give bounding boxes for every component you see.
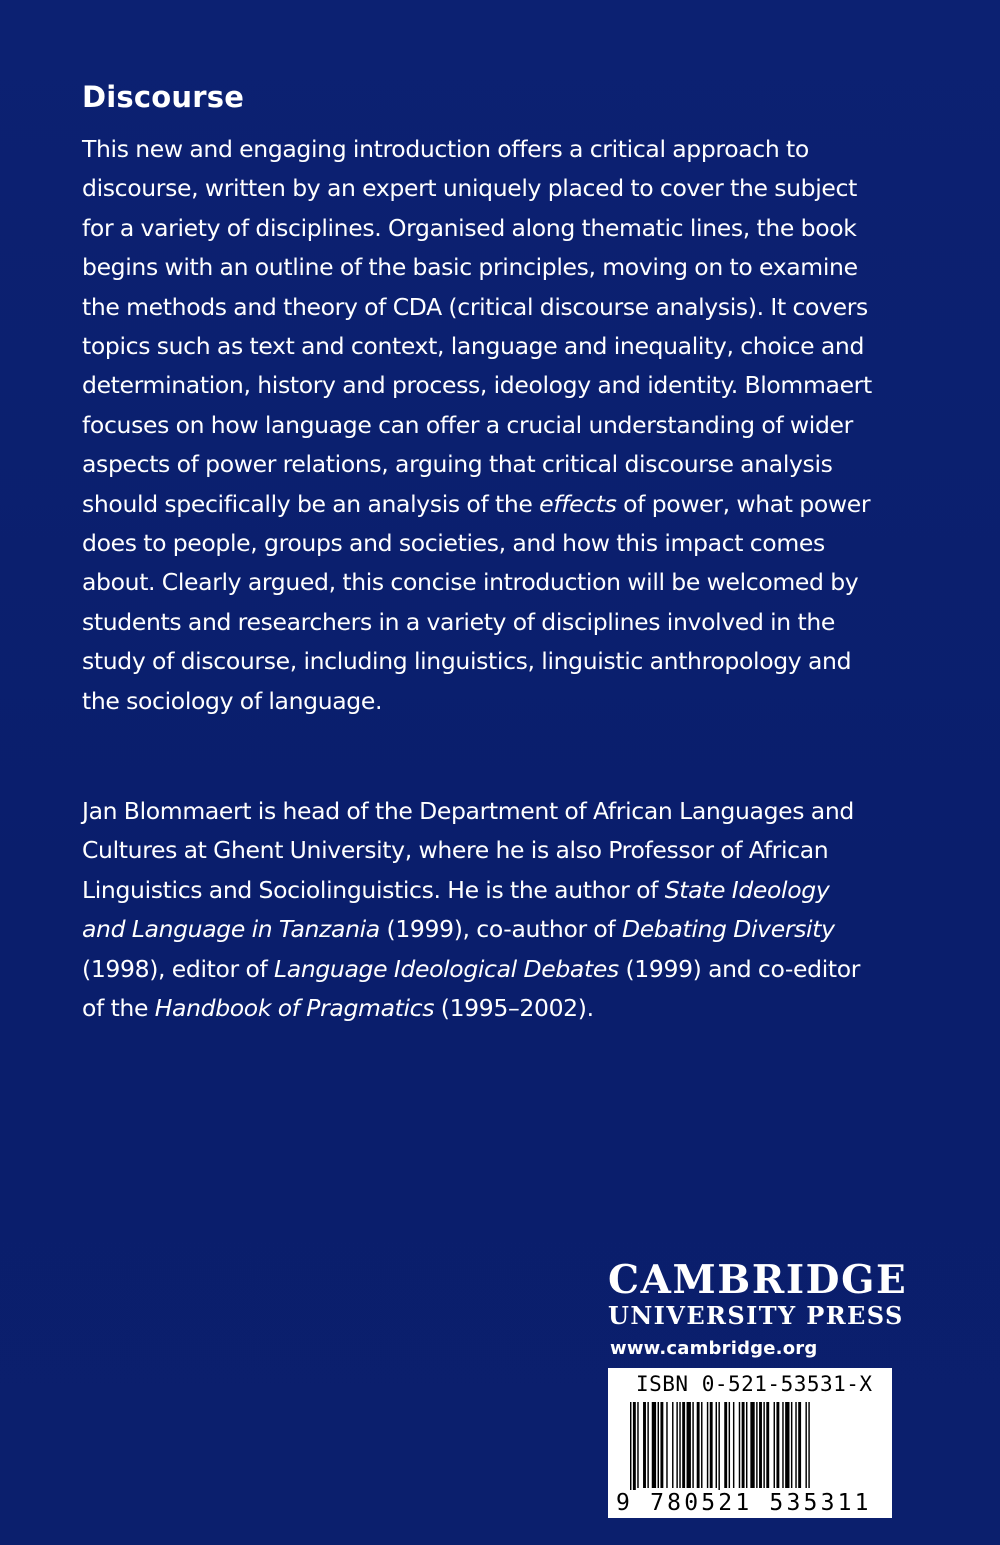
barcode-bar [763,1402,764,1488]
barcode-bar [776,1402,779,1488]
barcode-bar [724,1402,727,1488]
barcode-bar [697,1402,700,1488]
publisher-subtitle: UNIVERSITY PRESS [608,1301,904,1330]
barcode-bars [630,1402,872,1502]
barcode-bar [658,1402,659,1488]
publisher-url: www.cambridge.org [610,1338,818,1359]
barcode-bar [682,1402,685,1488]
barcode-bar [808,1402,809,1488]
bio-book-2: Debating Diversity [621,915,835,944]
barcode-bar [660,1402,663,1488]
barcode-bar [637,1402,638,1488]
barcode-bar [805,1402,806,1488]
barcode-bar [672,1402,673,1488]
description-part-2: of power, what power does to people, groups and societies, and how this impact comes about. Clearly argued, this concise introduction will be welcomed by students and researchers in a variety of disciplines involved in the study of discourse, including linguistics, linguistic anthropology and the sociology of language. [82,489,871,715]
book-description [82,130,872,721]
isbn-label: ISBN 0-521-53531-X [636,1372,873,1396]
description-emphasis: effects [539,489,617,518]
barcode-bar [692,1402,693,1488]
barcode-bar [687,1402,691,1488]
barcode-panel [608,1368,892,1518]
bio-year-1: (1999), co-author of [379,915,622,944]
barcode-bar [791,1402,792,1488]
barcode-bar [666,1402,667,1488]
author-bio [82,792,872,1028]
bio-book-3: Language Ideological Debates [274,954,619,983]
bio-intro: Jan Blommaert is head of the Department of African Languages and Cultures at Ghent University, where he is also Professor of African Linguistics and Sociolinguistics. He is the author of [82,797,854,904]
barcode-bar [742,1402,745,1488]
book-title: Discourse [82,80,245,114]
barcode-bar [782,1402,783,1488]
barcode-bar [630,1402,631,1502]
ean-digits-text: 9 780521 535311 [616,1490,872,1516]
bio-book-4: Handbook of Pragmatics [154,994,435,1023]
barcode-bar [676,1402,677,1488]
barcode-bar [759,1402,762,1488]
barcode-bar [716,1402,717,1488]
publisher-name: CAMBRIDGE [608,1257,908,1303]
barcode-bar [710,1402,713,1488]
barcode-bar [707,1402,708,1488]
description-part-1: This new and engaging introduction offers a critical approach to discourse, written by an expert uniquely placed to cover the subject for a variety of disciplines. Organised along thematic lines, the book begins with an outline of the basic principles, moving on to examine the methods and theory of CDA (critical discourse analysis). It covers topics such as text and context, language and inequality, choice and determination, history and process, ideology and identity. Blommaert focuses on how language can offer a crucial understanding of wider aspects of power relations, arguing that critical discourse analysis should specifically be an analysis of the [82,135,872,518]
barcode-bar [739,1402,740,1488]
barcode-bar [756,1402,757,1488]
barcode-bar [766,1402,769,1488]
barcode-bar [785,1402,789,1488]
publisher-logo [608,1258,908,1359]
barcode-bar [643,1402,646,1488]
barcode-bar [652,1402,656,1488]
barcode-bar [718,1402,719,1502]
bio-year-4: (1995–2002). [434,994,594,1023]
ean-digits [614,1490,884,1516]
barcode-bar [750,1402,754,1488]
barcode-bar [798,1402,801,1488]
barcode-bar [795,1402,796,1488]
barcode-bar [774,1402,775,1488]
barcode-bar [679,1402,680,1488]
barcode-bar [733,1402,734,1488]
barcode-bar [633,1402,636,1502]
bio-book-1: State Ideology and Language in Tanzania [82,875,830,944]
bio-year-3: (1999) and co-editor of the [82,954,861,1023]
barcode-bar [647,1402,648,1488]
barcode-bar [701,1402,702,1488]
barcode-bar [729,1402,730,1488]
bio-year-2: (1998), editor of [82,954,275,983]
barcode-bar [746,1402,747,1488]
